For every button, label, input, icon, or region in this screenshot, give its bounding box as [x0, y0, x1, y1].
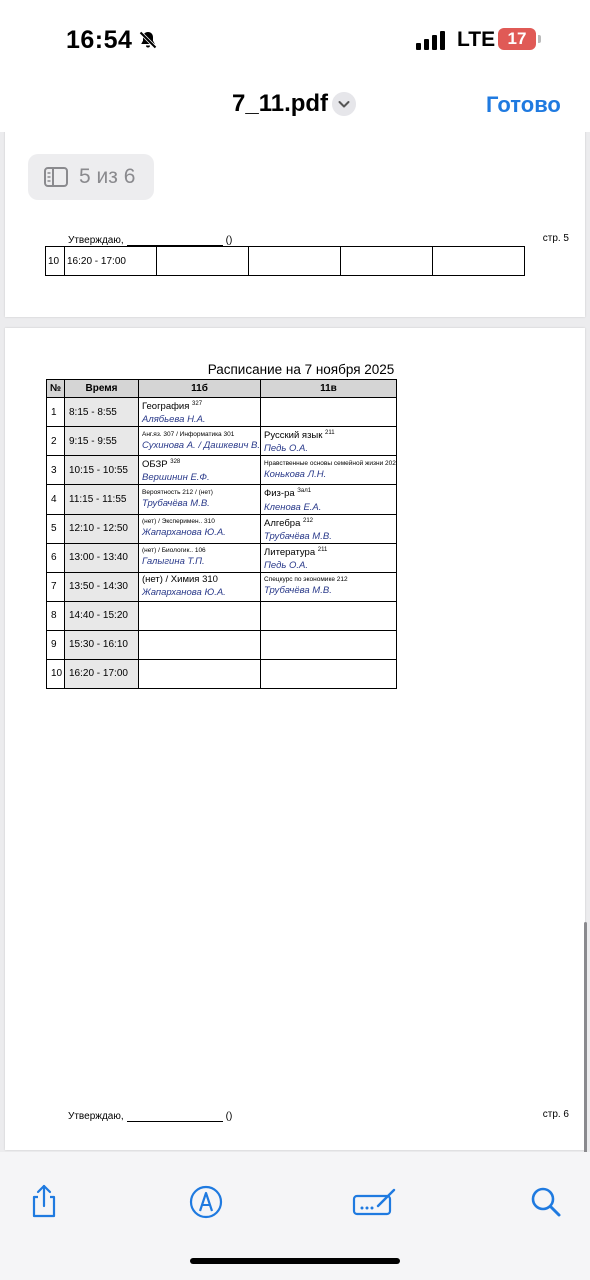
schedule-body — [47, 398, 397, 689]
table-row — [47, 398, 397, 427]
lesson-cell-11b — [139, 456, 261, 485]
lesson-cell-11b — [139, 485, 261, 514]
status-bar — [0, 0, 590, 80]
schedule-table — [46, 379, 397, 689]
share-icon[interactable] — [24, 1182, 64, 1222]
battery-level: 17 — [498, 28, 536, 50]
row-number: 4 — [47, 485, 65, 514]
table-row — [47, 659, 397, 688]
row-number: 3 — [47, 456, 65, 485]
table-row — [47, 572, 397, 601]
row-time: 15:30 - 16:10 — [65, 630, 139, 659]
lesson-cell-11v — [261, 601, 397, 630]
subject-label: Русский язык $^{211}$ — [264, 430, 335, 442]
page-number: стр. 5 — [542, 233, 569, 244]
row-time: 13:50 - 14:30 — [65, 572, 139, 601]
home-indicator — [190, 1258, 400, 1264]
row-time: 9:15 - 9:55 — [65, 427, 139, 456]
header-num: № — [47, 380, 65, 398]
search-icon[interactable] — [526, 1182, 566, 1222]
row-number: 8 — [47, 601, 65, 630]
teacher-name: Галыгина Т.П. — [142, 556, 205, 568]
approve-line: Утверждаю, () — [68, 235, 233, 246]
lesson-cell-11v — [261, 398, 397, 427]
subject-label: Физ-ра $^{Зал1}$ — [264, 488, 312, 500]
table-row — [47, 601, 397, 630]
teacher-name: Вершинин Е.Ф. — [142, 472, 210, 484]
subject-label: ОБЗР $^{328}$ — [142, 459, 181, 471]
teacher-name: Педь О.А. — [264, 559, 308, 571]
subject-label: Спецкурс по экономике 212 — [264, 576, 348, 584]
row-number: 6 — [47, 543, 65, 572]
lesson-cell-11b — [139, 572, 261, 601]
lesson-cell-11v — [261, 485, 397, 514]
lesson-cell-11b — [139, 543, 261, 572]
row-number: 7 — [47, 572, 65, 601]
row-number: 2 — [47, 427, 65, 456]
lesson-cell-11b — [139, 398, 261, 427]
schedule-title: Расписание на 7 ноября 2025 — [207, 362, 395, 377]
lesson-cell-11v — [261, 456, 397, 485]
row-time: 16:20 - 17:00 — [65, 247, 157, 276]
teacher-name: Трубачёва М.В. — [142, 498, 210, 510]
status-time: 16:54 — [66, 26, 133, 54]
row-time: 16:20 - 17:00 — [65, 659, 139, 688]
done-button[interactable]: Готово — [486, 92, 561, 117]
row-time: 12:10 - 12:50 — [65, 514, 139, 543]
pdf-page-6 — [5, 328, 585, 1150]
row-number: 10 — [47, 659, 65, 688]
prev-schedule-table — [45, 246, 525, 276]
teacher-name: Кленова Е.А. — [264, 501, 322, 513]
table-row — [47, 456, 397, 485]
teacher-name: Трубачёва М.В. — [264, 585, 332, 597]
table-row — [47, 485, 397, 514]
room-number: 328 — [170, 459, 181, 466]
bell-slash-icon — [138, 30, 158, 50]
row-number: 9 — [47, 630, 65, 659]
page-number: стр. 6 — [542, 1109, 569, 1120]
header-class-11b: 11б — [139, 380, 261, 398]
scrollbar[interactable] — [584, 922, 587, 1152]
teacher-name: Алябьева Н.А. — [142, 414, 206, 426]
table-row — [46, 247, 525, 276]
pdf-viewer[interactable] — [0, 132, 590, 1152]
table-row — [47, 514, 397, 543]
lesson-cell-11v — [261, 659, 397, 688]
row-number: 1 — [47, 398, 65, 427]
lesson-cell-11b — [139, 427, 261, 456]
lesson-cell-11b — [139, 601, 261, 630]
table-row — [47, 427, 397, 456]
teacher-name: Жапарханова Ю.А. — [142, 587, 226, 599]
room-number: 211 — [317, 546, 328, 553]
teacher-name: Сухинова А. / Дашкевич В. — [142, 439, 261, 451]
lesson-cell-11v — [261, 514, 397, 543]
header-time: Время — [65, 380, 139, 398]
teacher-name: Жапарханова Ю.А. — [142, 527, 226, 539]
row-number: 10 — [46, 247, 65, 276]
header-class-11v: 11в — [261, 380, 397, 398]
lesson-cell-11b — [139, 514, 261, 543]
row-time: 8:15 - 8:55 — [65, 398, 139, 427]
lesson-cell-11v — [261, 630, 397, 659]
row-time: 14:40 - 15:20 — [65, 601, 139, 630]
nav-header — [0, 80, 590, 132]
room-number: 327 — [192, 401, 203, 407]
signal-icon — [416, 30, 448, 50]
subject-label: (нет) / Химия 310 — [142, 574, 218, 586]
document-title[interactable]: 7_11.pdf — [232, 90, 329, 117]
approve-line: Утверждаю, () — [68, 1111, 233, 1122]
row-time: 10:15 - 10:55 — [65, 456, 139, 485]
chevron-down-icon[interactable] — [332, 92, 356, 116]
teacher-name: Конькова Л.Н. — [264, 468, 327, 480]
sidebar-icon — [44, 167, 68, 187]
page-counter-label: 5 из 6 — [79, 165, 136, 188]
room-number: 212 — [303, 517, 314, 524]
room-number: 211 — [325, 430, 335, 437]
subject-label: Алгебра $^{212}$ — [264, 517, 314, 529]
bottom-toolbar — [0, 1152, 590, 1280]
subject-label: Нравственные основы семейной жизни 202 — [264, 459, 396, 467]
lesson-cell-11b — [139, 630, 261, 659]
row-number: 5 — [47, 514, 65, 543]
table-row — [47, 543, 397, 572]
teacher-name: Педь О.А. — [264, 443, 308, 455]
table-row — [47, 630, 397, 659]
subject-label: (нет) / Эксперимен.. 310 — [142, 518, 215, 526]
network-type: LTE — [457, 28, 496, 51]
subject-label: (нет) / Биологик.. 106 — [142, 547, 206, 555]
signature-icon[interactable] — [352, 1182, 398, 1222]
lesson-cell-11v — [261, 543, 397, 572]
lesson-cell-11v — [261, 427, 397, 456]
table-header-row — [47, 380, 397, 398]
row-time: 13:00 - 13:40 — [65, 543, 139, 572]
row-time: 11:15 - 11:55 — [65, 485, 139, 514]
subject-label: Вероятность 212 / (нет) — [142, 489, 213, 497]
room-number: Зал1 — [297, 488, 312, 495]
battery-icon — [538, 35, 541, 43]
lesson-cell-11b — [139, 659, 261, 688]
subject-label: Литература $^{211}$ — [264, 546, 328, 558]
markup-icon[interactable] — [186, 1182, 226, 1222]
page-counter[interactable] — [28, 154, 154, 200]
teacher-name: Трубачёва М.В. — [264, 530, 332, 542]
subject-label: Анг.яз. 307 / Информатика 301 — [142, 430, 235, 438]
lesson-cell-11v — [261, 572, 397, 601]
subject-label: География $^{327}$ — [142, 401, 203, 413]
